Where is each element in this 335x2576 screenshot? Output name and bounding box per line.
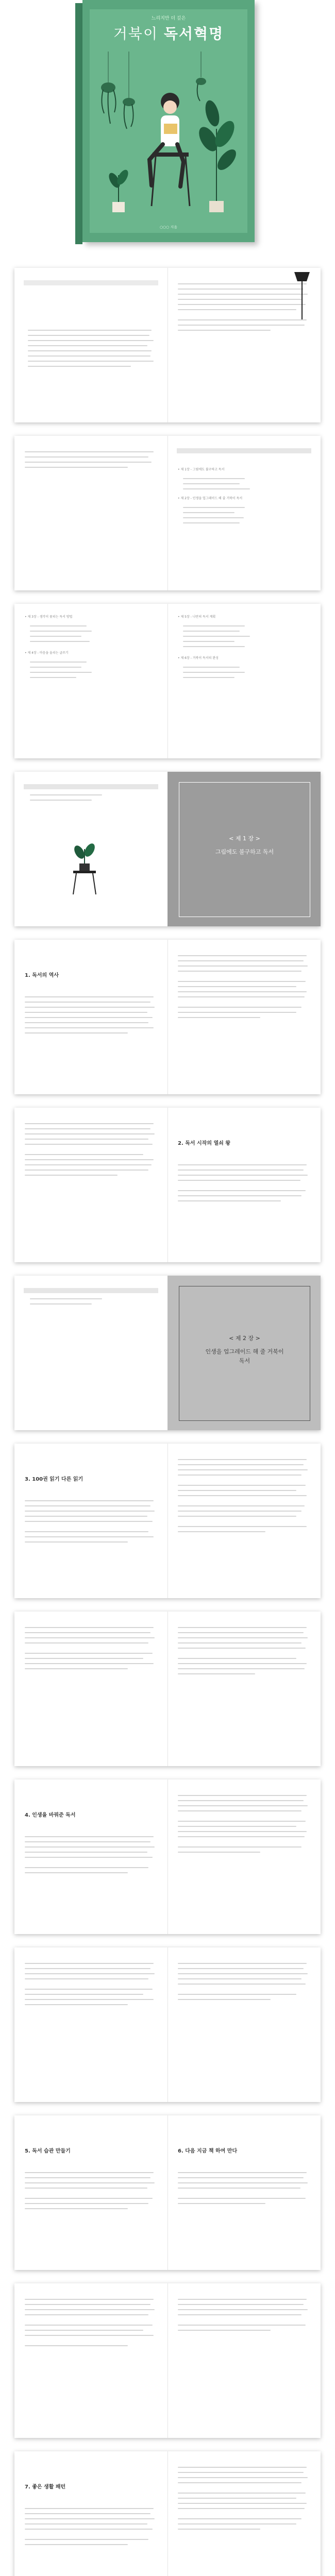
toc-item[interactable]: [183, 672, 245, 673]
toc-item[interactable]: [183, 646, 245, 647]
text-line: [30, 794, 102, 795]
page-left: [14, 940, 168, 1094]
text-line: [25, 1963, 154, 1964]
toc-item[interactable]: [30, 641, 90, 642]
text-line: [25, 2335, 154, 2336]
text-line: [30, 1298, 102, 1299]
text-line: [178, 1984, 306, 1985]
book-spine: [75, 3, 82, 244]
page-left-toc: [14, 604, 168, 758]
text-line: [25, 2304, 150, 2305]
text-line: [178, 2182, 308, 2183]
page-right: [167, 1444, 321, 1598]
page-right: [167, 268, 321, 422]
text-line: [25, 2325, 153, 2326]
text-line: [178, 1658, 296, 1659]
text-line: [178, 2508, 305, 2509]
text-line: [178, 981, 306, 982]
toc-chapter-3[interactable]: • 제 3장 - 생각이 꽃피는 독서 방법: [25, 615, 73, 619]
text-line: [178, 1469, 308, 1470]
text-line: [25, 456, 148, 457]
spread-section-4: [14, 1612, 321, 1766]
text-line: [178, 299, 301, 300]
text-line: [28, 335, 149, 336]
section-6-heading: 6. 다음 지금 책 하여 만다: [178, 2148, 238, 2154]
page-left: [14, 1780, 168, 1934]
text-line: [178, 325, 305, 326]
toc-item[interactable]: [183, 488, 250, 489]
text-line: [25, 1668, 128, 1669]
chapter-frame: [179, 1286, 310, 1421]
text-line: [25, 467, 128, 468]
text-line: [178, 309, 296, 310]
toc-item[interactable]: [30, 636, 81, 637]
text-line: [25, 1170, 148, 1171]
page-right-toc: [167, 436, 321, 590]
page-right-toc: [167, 604, 321, 758]
text-line: [178, 1978, 301, 1979]
text-line: [178, 2203, 265, 2204]
page-left: [14, 1947, 168, 2102]
page-left: [14, 2283, 168, 2438]
text-line: [25, 2004, 128, 2005]
text-line: [25, 996, 154, 997]
text-line: [25, 1032, 128, 1033]
text-line: [178, 1012, 296, 1013]
spread-11: [14, 1947, 321, 2102]
text-line: [178, 1642, 301, 1643]
text-line: [25, 2314, 148, 2315]
page-right: [167, 1108, 321, 1262]
toc-item[interactable]: [183, 522, 240, 523]
text-line: [178, 1632, 304, 1633]
text-line: [25, 1159, 154, 1160]
toc-item[interactable]: [183, 625, 245, 626]
text-line: [25, 1841, 150, 1842]
text-line: [178, 1637, 308, 1638]
text-line: [25, 1867, 148, 1868]
text-line: [25, 1642, 148, 1643]
toc-item[interactable]: [183, 512, 234, 513]
text-line: [178, 2503, 307, 2504]
toc-item[interactable]: [183, 631, 240, 632]
text-line: [178, 1190, 306, 1191]
text-line: [25, 1536, 154, 1537]
text-line: [178, 1968, 304, 1969]
text-line: [178, 955, 307, 956]
text-line: [178, 2523, 296, 2524]
cover-title: [82, 23, 255, 43]
text-line: [25, 2330, 143, 2331]
text-line: [178, 2325, 306, 2326]
text-line: [178, 1495, 307, 1496]
text-line: [178, 1826, 296, 1827]
text-line: [25, 2508, 154, 2509]
text-line: [25, 2518, 155, 2519]
text-line: [178, 1180, 300, 1181]
text-line: [28, 355, 150, 357]
section-2-heading: 2. 독서 시작의 열쇠 왕: [178, 1141, 230, 1146]
toc-item[interactable]: [30, 625, 87, 626]
text-line: [178, 1963, 307, 1964]
text-line: [178, 1490, 296, 1491]
toc-item[interactable]: [183, 667, 240, 668]
text-line: [25, 1516, 147, 1517]
toc-chapter-1[interactable]: • 제 1장 - 그림에도 불구하고 독서: [178, 468, 225, 471]
spread-toc: [14, 436, 321, 590]
text-line: [178, 2188, 300, 2189]
text-line: [178, 319, 307, 320]
text-line: [178, 1200, 281, 1201]
text-line: [178, 2482, 301, 2483]
text-line: [178, 1836, 305, 1837]
text-line: [25, 2188, 147, 2189]
text-line: [178, 2498, 296, 2499]
text-line: [178, 2299, 307, 2300]
page-left: [14, 1108, 168, 1262]
toc-item[interactable]: [183, 478, 245, 479]
text-line: [25, 1531, 148, 1532]
text-line: [30, 1303, 92, 1304]
text-line: [178, 2467, 307, 2468]
text-line: [28, 345, 147, 346]
section-3-heading: 3. 100권 읽기 다른 읽기: [25, 1477, 83, 1482]
page-left: [14, 436, 168, 590]
toc-item[interactable]: [30, 677, 76, 678]
text-line: [25, 1154, 143, 1155]
text-line: [178, 289, 304, 290]
toc-item[interactable]: [30, 662, 87, 663]
chapter-2-page: [167, 1276, 321, 1430]
toc-item[interactable]: [183, 641, 234, 642]
chapter-1-label: < 제 1 장 >: [229, 835, 260, 842]
text-line: [178, 1805, 308, 1806]
text-line: [178, 1795, 307, 1796]
text-line: [178, 1511, 301, 1512]
text-line: [28, 361, 154, 362]
text-line: [178, 1516, 296, 1517]
text-line: [178, 2177, 304, 2178]
text-line: [178, 2477, 308, 2478]
text-line: [25, 2513, 150, 2514]
text-line: [178, 2172, 307, 2173]
text-line: [25, 1632, 150, 1633]
text-line: [25, 1978, 148, 1979]
text-line: [25, 1627, 154, 1628]
text-line: [178, 1459, 307, 1460]
page-left: [14, 1444, 168, 1598]
text-line: [25, 1144, 153, 1145]
section-5-heading: 5. 독서 습관 만들기: [25, 2148, 71, 2154]
text-line: [178, 1821, 306, 1822]
text-line: [178, 1999, 271, 2000]
text-line: [25, 1653, 153, 1654]
toc-chapter-2[interactable]: • 제 2장 - 인생을 업그레이드 해 줄 거북이 독서: [178, 497, 243, 500]
toc-item[interactable]: [183, 507, 245, 508]
text-line: [178, 1475, 301, 1476]
toc-item[interactable]: [30, 672, 92, 673]
spread-section-2: [14, 1108, 321, 1262]
text-line: [25, 1836, 154, 1837]
spread-section-3: [14, 1444, 321, 1598]
toc-item[interactable]: [183, 677, 234, 678]
chapter-2-label: < 제 2 장 >: [229, 1335, 260, 1342]
text-line: [25, 451, 154, 452]
text-line: [178, 1852, 260, 1853]
text-line: [30, 800, 92, 801]
text-line: [25, 2539, 148, 2540]
text-line: [25, 1511, 155, 1512]
text-line: [25, 462, 152, 463]
spread-toc-2: [14, 604, 321, 758]
toc-item[interactable]: [183, 517, 244, 518]
spread-section-4b: [14, 1780, 321, 1934]
spread-section-5: [14, 2115, 321, 2270]
cover-author: ○○○ 지음: [159, 225, 178, 229]
text-line: [178, 2309, 308, 2310]
text-line: [25, 1123, 154, 1124]
toc-item[interactable]: [30, 667, 81, 668]
text-line: [25, 1164, 152, 1165]
text-line: [178, 991, 307, 992]
text-line: [25, 1973, 155, 1974]
cover-title-bold: 독서혁명: [163, 25, 224, 42]
text-line: [178, 1627, 307, 1628]
page-header-bar: [24, 1288, 158, 1293]
text-line: [28, 340, 154, 341]
text-line: [178, 1668, 305, 1669]
page-right: [167, 2115, 321, 2270]
chapter-frame: [179, 782, 310, 917]
text-line: [178, 996, 305, 997]
text-line: [178, 1505, 305, 1506]
text-line: [178, 2472, 304, 2473]
text-line: [178, 1994, 296, 1995]
text-line: [178, 330, 271, 331]
text-line: [25, 1012, 147, 1013]
page-left: [14, 1612, 168, 1766]
text-line: [178, 960, 304, 961]
text-line: [178, 294, 308, 295]
text-line: [178, 1526, 307, 1527]
text-line: [25, 1022, 148, 1023]
text-line: [178, 1846, 301, 1848]
text-line: [25, 2544, 128, 2545]
page-header-bar: [24, 784, 158, 789]
chapter-1-title: 그림에도 불구하고 독서: [215, 849, 274, 855]
text-line: [25, 1007, 155, 1008]
text-line: [178, 1531, 265, 1532]
text-line: [25, 1994, 143, 1995]
page-header-bar: [24, 280, 158, 285]
text-line: [25, 1002, 150, 1003]
toc-item[interactable]: [183, 636, 250, 637]
text-line: [25, 1846, 155, 1848]
spread-section-7: [14, 2451, 321, 2576]
text-line: [178, 1973, 308, 1974]
text-line: [178, 1663, 307, 1664]
text-line: [178, 2314, 301, 2315]
text-line: [25, 1027, 154, 1028]
text-line: [178, 1164, 307, 1165]
page-left: [14, 1276, 168, 1430]
text-line: [25, 2203, 148, 2204]
floor-lamp-icon: [289, 270, 315, 321]
text-line: [178, 1648, 306, 1649]
page-right: [167, 940, 321, 1094]
text-line: [25, 2309, 155, 2310]
cover-title-light: 거북이: [113, 25, 159, 42]
page-right: [167, 1947, 321, 2102]
text-line: [178, 1800, 304, 1801]
toc-chapter-6[interactable]: • 제 6장 - 거북이 독서의 완성: [178, 656, 219, 660]
section-1-heading: 1. 독서의 역사: [25, 973, 59, 978]
text-line: [178, 1464, 304, 1465]
text-line: [178, 965, 308, 967]
text-line: [25, 1663, 154, 1664]
toc-chapter-5[interactable]: • 제 5장 - 나만의 독서 계획: [178, 615, 216, 619]
reading-woman-illustration: [98, 52, 242, 216]
spread-section-1: [14, 940, 321, 1094]
text-line: [25, 1521, 153, 1522]
text-line: [178, 283, 307, 284]
text-line: [25, 1500, 154, 1501]
text-line: [28, 350, 152, 351]
text-line: [25, 2182, 155, 2183]
text-line: [25, 2172, 154, 2173]
text-line: [178, 2304, 304, 2305]
text-line: [25, 1857, 153, 1858]
section-7-heading: 7. 좋은 생활 패턴: [25, 2484, 66, 2490]
chapter-2-title: 인생을 업그레이드 해 줄 거북이 독서: [205, 1348, 284, 1364]
text-line: [25, 2345, 128, 2346]
text-line: [25, 2177, 150, 2178]
text-line: [25, 1872, 128, 1873]
text-line: [178, 2330, 271, 2331]
text-line: [178, 2518, 301, 2519]
text-line: [178, 1831, 307, 1832]
toc-chapter-4[interactable]: • 제 4장 - 마음을 울리는 글쓰기: [25, 651, 69, 655]
text-line: [178, 2493, 306, 2494]
page-right: [167, 1780, 321, 1934]
text-line: [25, 2529, 153, 2530]
page-header-bar: [177, 448, 311, 453]
text-line: [178, 1485, 306, 1486]
page-left: [14, 772, 168, 926]
text-line: [25, 1505, 150, 1506]
text-line: [178, 2198, 306, 2199]
text-line: [25, 1541, 128, 1543]
text-line: [28, 330, 152, 331]
text-line: [178, 2529, 260, 2530]
text-line: [25, 1637, 155, 1638]
spread-chapter-2: [14, 1276, 321, 1430]
text-line: [178, 1810, 301, 1811]
section-4-heading: 4. 인생을 바꿔준 독서: [25, 1812, 76, 1818]
page-left: [14, 268, 168, 422]
text-line: [178, 1170, 304, 1171]
text-line: [25, 1968, 150, 1969]
chapter-1-page: [167, 772, 321, 926]
plant-on-stool-icon: [64, 839, 105, 895]
text-line: [178, 1007, 301, 1008]
toc-item[interactable]: [30, 631, 92, 632]
text-line: [25, 1999, 154, 2000]
text-line: [25, 2299, 154, 2300]
text-line: [25, 1139, 148, 1140]
text-line: [25, 2208, 128, 2209]
text-line: [178, 304, 306, 305]
text-line: [25, 1989, 153, 1990]
page-left: [14, 2451, 168, 2576]
page-right: [167, 2451, 321, 2576]
spread-chapter-1: [14, 772, 321, 926]
text-line: [25, 1852, 147, 1853]
text-line: [25, 1128, 150, 1129]
text-line: [25, 2198, 153, 2199]
text-line: [25, 1175, 118, 1176]
page-right: [167, 1612, 321, 1766]
spread-1: [14, 268, 321, 422]
text-line: [25, 1658, 143, 1659]
cover-subtitle: 느리지만 더 깊은: [151, 16, 186, 21]
book-cover-area: [0, 0, 335, 258]
text-line: [178, 1673, 255, 1674]
text-line: [28, 366, 131, 367]
text-line: [178, 1195, 301, 1196]
page-right: [167, 2283, 321, 2438]
text-line: [25, 1133, 155, 1134]
toc-item[interactable]: [183, 483, 240, 484]
text-line: [25, 2523, 147, 2524]
spread-13: [14, 2283, 321, 2438]
text-line: [178, 986, 296, 987]
text-line: [178, 971, 301, 972]
text-line: [178, 1017, 260, 1018]
page-left: [14, 2115, 168, 2270]
text-line: [25, 1017, 153, 1018]
text-line: [178, 1175, 308, 1176]
